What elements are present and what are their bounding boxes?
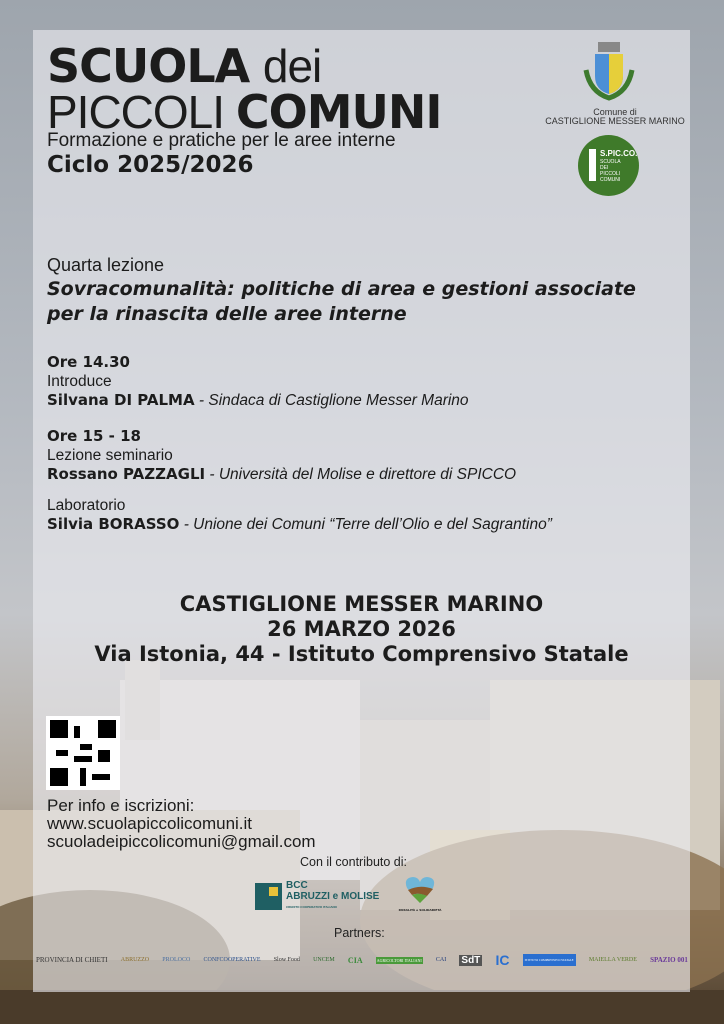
partner-logo: CONFCOOPERATIVE: [203, 957, 261, 963]
info-label: Per info e iscrizioni:: [47, 796, 195, 815]
bcc-text: BCC: [286, 880, 308, 891]
partner-logo: CIA: [347, 955, 363, 965]
heart-icon: [405, 876, 435, 904]
program-item: [47, 427, 516, 484]
title-line-1: [47, 39, 322, 93]
speaker-affiliation: - Unione dei Comuni “Terre dell’Olio e del Sagrantino”: [179, 516, 552, 533]
bcc-logo: [255, 880, 379, 913]
bcc-mark-icon: [255, 883, 282, 910]
title-comuni: COMUNI: [235, 85, 442, 139]
spicco-name: S.PIC.CO.: [600, 149, 638, 158]
speaker-name: Rossano PAZZAGLI: [47, 465, 206, 483]
comune-label: Comune di: [593, 107, 637, 117]
spicco-sub: DEI: [600, 165, 609, 171]
comune-logo-text: [540, 108, 690, 126]
partner-logo: PROVINCIA DI CHIETI: [36, 956, 108, 964]
program-role: Laboratorio: [47, 497, 126, 514]
program-item: [47, 353, 469, 410]
partner-logo: AGRICOLTORI ITALIANI: [376, 957, 422, 963]
title-piccoli: PICCOLI: [47, 86, 225, 138]
program-time: Ore 14.30: [47, 353, 130, 371]
program-role: Introduce: [47, 373, 112, 390]
ruralita-text: RURALITÀ e SOLIDARIETÀ: [398, 908, 442, 912]
program-item: [47, 496, 552, 534]
info-block: [47, 797, 316, 851]
partner-logo: ISTITUTO COMPRENSIVO STATALE: [523, 954, 576, 966]
partners-logos: [36, 952, 688, 968]
partner-logo: SPAZIO 001: [650, 956, 688, 964]
email-link[interactable]: scuoladeipiccolicomuni@gmail.com: [47, 832, 316, 851]
lesson-title-line: per la rinascita delle aree interne: [47, 303, 407, 325]
partners-label: Partners:: [334, 926, 385, 940]
qr-code[interactable]: [46, 716, 120, 790]
partner-logo: Slow Food: [273, 957, 300, 963]
subtitle: Formazione e pratiche per le aree interne: [47, 130, 396, 151]
partner-logo: IC: [495, 952, 510, 968]
partner-logo: SdT: [461, 954, 481, 966]
comune-coat-of-arms-logo: [580, 40, 638, 105]
comune-name: CASTIGLIONE MESSER MARINO: [545, 116, 685, 126]
bcc-text: ABRUZZI e MOLISE: [286, 891, 380, 902]
partner-logo: PROLOCO: [162, 957, 191, 963]
lesson-title-line: Sovracomunalità: politiche di area e gestioni associate: [47, 278, 636, 300]
tower-icon: [589, 149, 596, 181]
event-date: 26 MARZO 2026: [267, 617, 456, 641]
lesson-number: Quarta lezione: [47, 255, 165, 275]
speaker-affiliation: - Sindaca di Castiglione Messer Marino: [194, 392, 469, 409]
partner-logo: CAI: [435, 957, 447, 963]
website-link[interactable]: www.scuolapiccolicomuni.it: [47, 814, 253, 833]
speaker-name: Silvia BORASSO: [47, 515, 180, 533]
program-role: Lezione seminario: [47, 447, 173, 464]
spicco-sub: PICCOLI: [600, 171, 621, 177]
title-line-2: [47, 85, 442, 139]
title-scuola: SCUOLA: [47, 39, 250, 93]
partner-logo: MAIELLA VERDE: [588, 957, 637, 963]
spicco-sub: SCUOLA: [600, 159, 621, 165]
venue-address: Via Istonia, 44 - Istituto Comprensivo Statale: [94, 642, 629, 666]
title-dei: dei: [262, 40, 322, 92]
partner-logo: UNCEM: [313, 957, 335, 963]
venue: [33, 592, 690, 667]
venue-place: CASTIGLIONE MESSER MARINO: [179, 592, 544, 616]
cycle: Ciclo 2025/2026: [47, 152, 254, 178]
spicco-sub: COMUNI: [600, 177, 621, 183]
speaker-name: Silvana DI PALMA: [47, 391, 195, 409]
ruralita-logo: [395, 876, 445, 912]
partner-logo: ABRUZZO: [120, 957, 150, 963]
sponsors-label: Con il contributo di:: [300, 855, 408, 869]
program-time: Ore 15 - 18: [47, 427, 141, 445]
lesson-title: [47, 277, 687, 327]
bcc-text: CREDITO COOPERATIVO ITALIANO: [286, 905, 338, 909]
spicco-logo: [578, 135, 639, 196]
speaker-affiliation: - Università del Molise e direttore di SPICCO: [205, 466, 517, 483]
